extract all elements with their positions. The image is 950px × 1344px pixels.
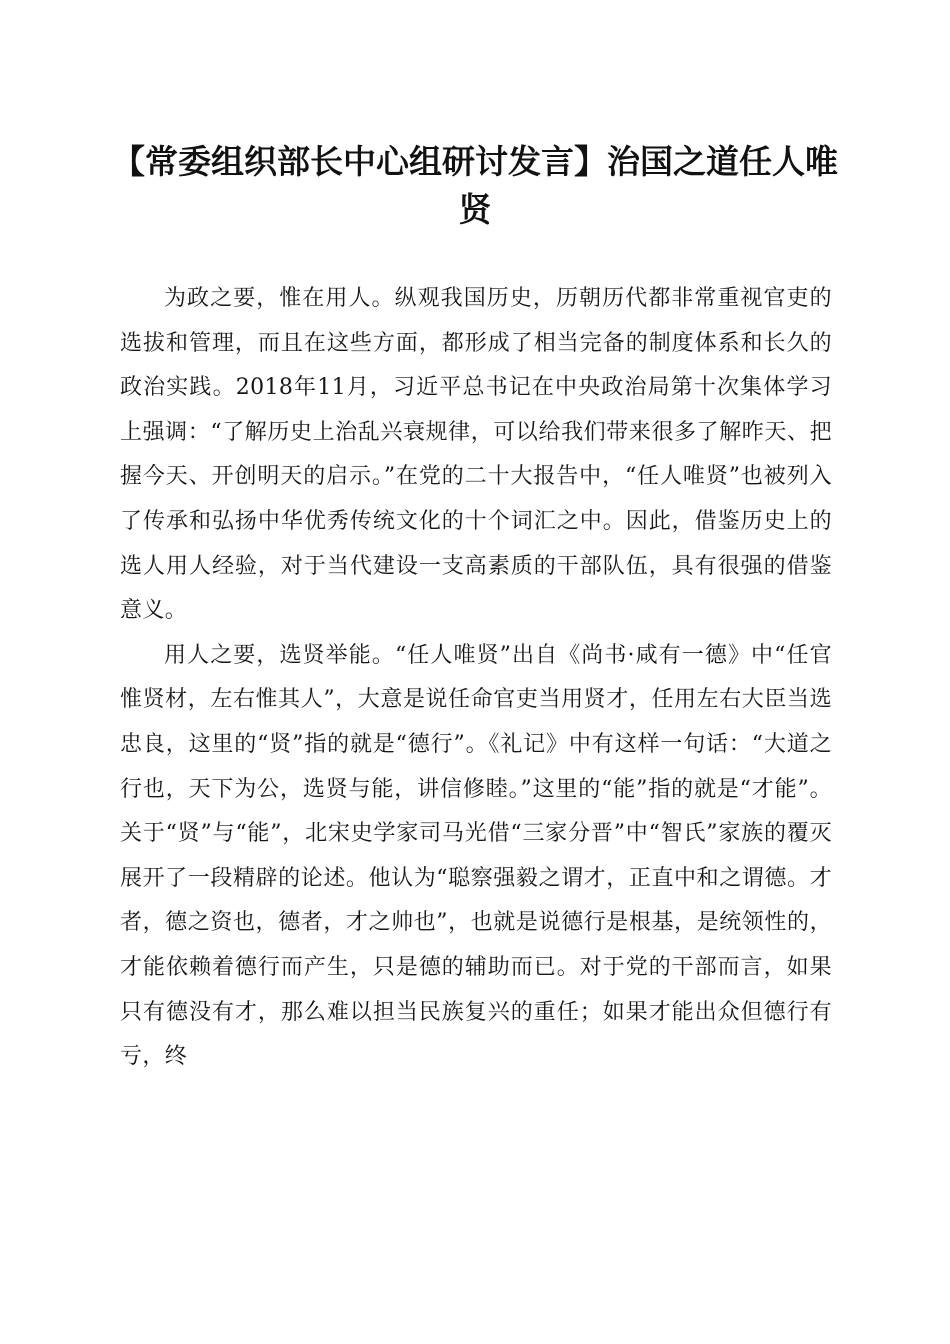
body-paragraph: 用人之要，选贤举能。“任人唯贤”出自《尚书·咸有一德》中“任官惟贤材，左右惟其人”，大意是说任命官吏当用贤才，任用左右大臣当选忠良，这里的“贤”指的就是“德行”。《礼记》中有这样一句话：“大道之行也，天下为公，选贤与能，讲信修睦。”这里的“能”指的就是“才能”。关于“贤”与“能”，北宋史学家司马光借“三家分晋”中“智氏”家族的覆灭展开了一段精辟的论述。他认为“聪察强毅之谓才，正直中和之谓德。才者，德之资也，德者，才之帅也”，也就是说德行是根基，是统领性的，才能依赖着德行而产生，只是德的辅助而已。对于党的干部而言，如果只有德没有才，那么难以担当民族复兴的重任；如果才能出众但德行有亏，终 bbox=[120, 642, 832, 1070]
body-paragraph: 为政之要，惟在用人。纵观我国历史，历朝历代都非常重视官吏的选拔和管理，而且在这些方面，都形成了相当完备的制度体系和长久的政治实践。2018年11月，习近平总书记在中央政治局第十次集体学习上强调：“了解历史上治乱兴衰规律，可以给我们带来很多了解昨天、把握今天、开创明天的启示。”在党的二十大报告中，“任人唯贤”也被列入了传承和弘扬中华优秀传统文化的十个词汇之中。因此，借鉴历史上的选人用人经验，对于当代建设一支高素质的干部队伍，具有很强的借鉴意义。 bbox=[120, 286, 832, 624]
document-title: 【常委组织部长中心组研讨发言】治国之道任人唯贤 bbox=[112, 142, 838, 229]
document-body bbox=[120, 277, 832, 1080]
